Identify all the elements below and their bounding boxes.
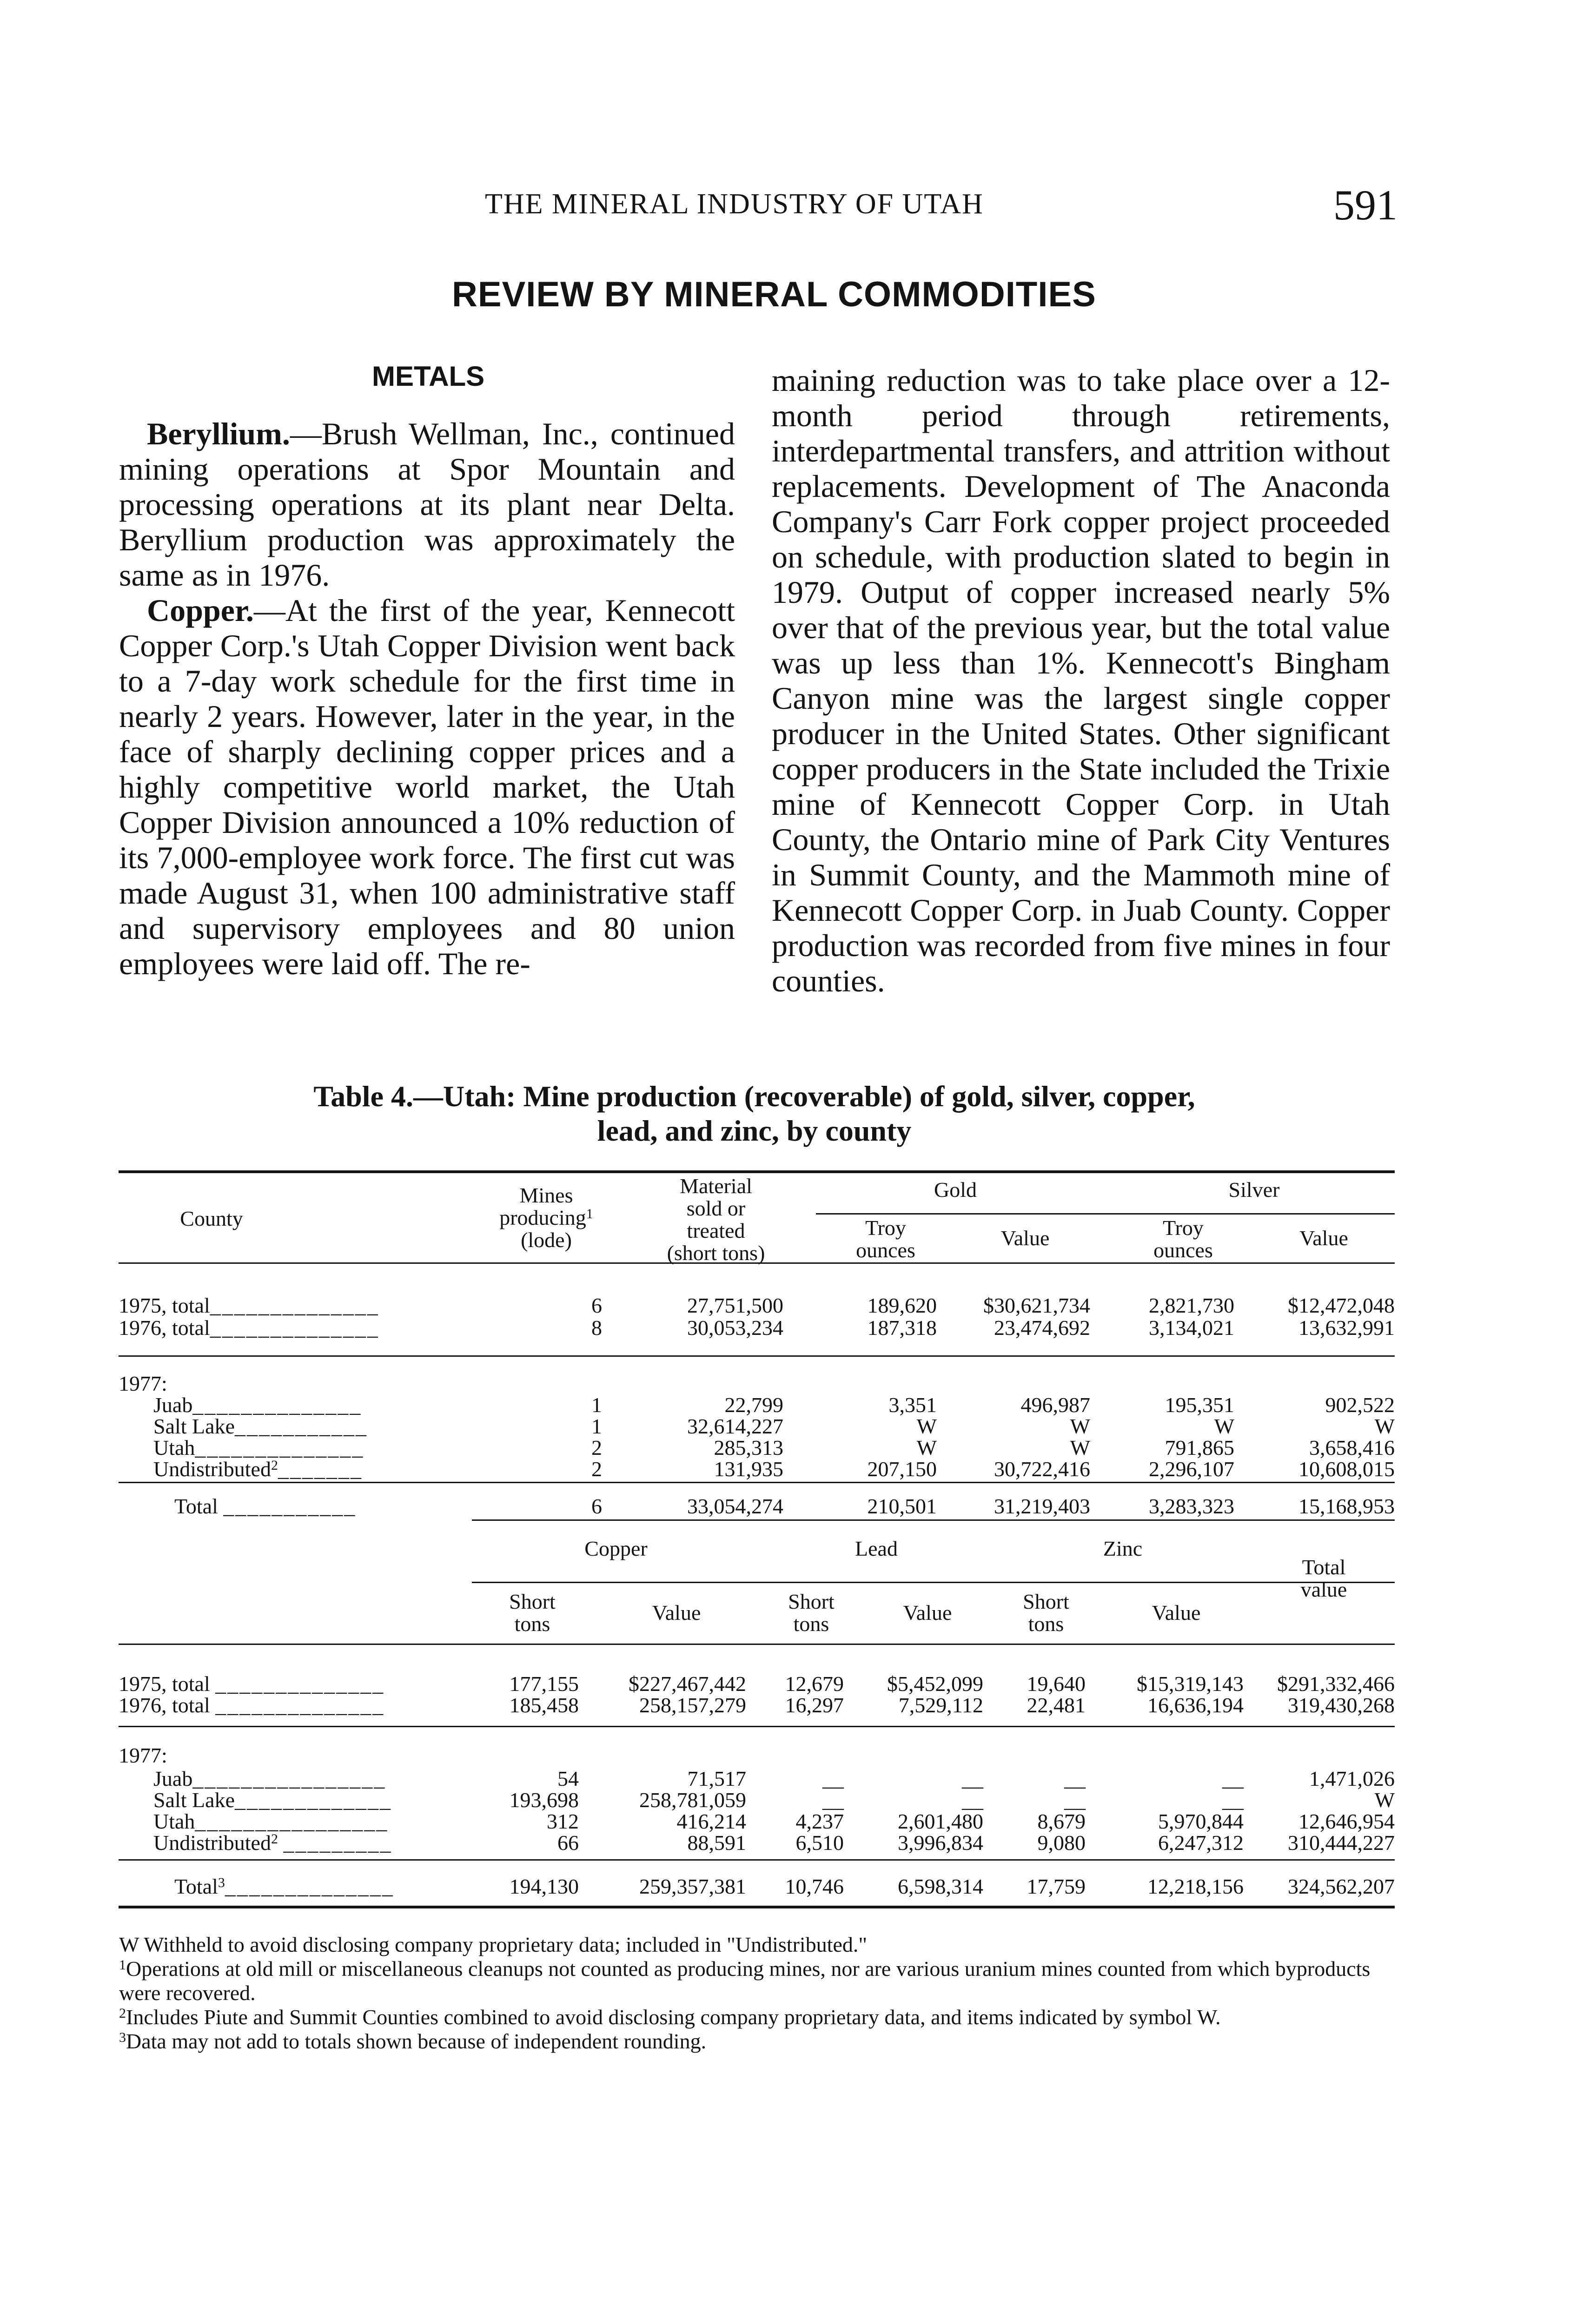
row-lead-tons: 6,510 [795, 1831, 844, 1855]
row-material: 285,313 [714, 1436, 783, 1459]
header-total-value-line2: value [1300, 1578, 1347, 1601]
row-county: Total ___________ [174, 1494, 357, 1518]
row-gold-oz: 210,501 [867, 1494, 937, 1518]
footnote-2: $^2$Includes Piute and Summit Counties combined to avoid disclosing company proprietary data, and items indicated by symbol W. [119, 2005, 1221, 2029]
rule-after-lower-1976 [119, 1726, 1395, 1727]
row-county: Undistributed$^2$_______ [153, 1457, 363, 1481]
row-silver-oz: 2,821,730 [1149, 1294, 1234, 1317]
row-county: Utah______________ [153, 1436, 364, 1459]
header-copper-tons-line2: tons [514, 1612, 550, 1636]
row-mines: 1 [591, 1414, 602, 1438]
header-mines-line2 [472, 1207, 621, 1229]
row-zinc-value: 6,247,312 [1158, 1831, 1244, 1855]
table-footnotes [119, 1933, 1395, 2053]
row-copper-value: 258,781,059 [639, 1788, 746, 1812]
row-mines: 6 [591, 1294, 602, 1317]
row-silver-value: 10,608,015 [1298, 1457, 1395, 1481]
row-silver-oz: 3,283,323 [1149, 1494, 1234, 1518]
row-zinc-value: __ [1222, 1767, 1244, 1790]
production-table [119, 1170, 1395, 1928]
running-title: THE MINERAL INDUSTRY OF UTAH [485, 188, 984, 220]
row-material: 32,614,227 [687, 1414, 783, 1438]
row-copper-tons: 177,155 [509, 1672, 579, 1696]
header-mines-producing: producing [499, 1206, 586, 1229]
row-county: 1976, total ______________ [119, 1693, 385, 1717]
header-zinc-value: Value [1152, 1601, 1201, 1624]
header-copper-tons [472, 1591, 593, 1635]
row-county: 1975, total______________ [119, 1294, 379, 1317]
header-mines-footnote-mark: 1 [586, 1206, 593, 1221]
header-gold-value: Value [1000, 1226, 1050, 1250]
footnote-2-mark: 2 [119, 2006, 126, 2021]
row-zinc-tons: 9,080 [1037, 1831, 1086, 1855]
header-copper-tons-line1: Short [509, 1590, 556, 1613]
row-county: Undistributed$^2$ _________ [153, 1831, 392, 1855]
row-gold-value: W [1070, 1414, 1090, 1438]
row-zinc-tons: __ [1064, 1788, 1086, 1812]
row-silver-value: 15,168,953 [1298, 1494, 1395, 1518]
row-lead-value: $5,452,099 [887, 1672, 983, 1696]
footnote-1-mark: 1 [119, 1957, 126, 1973]
row-copper-tons: 194,130 [509, 1875, 579, 1898]
row-silver-value: 902,522 [1325, 1393, 1395, 1417]
row-total-value: $291,332,466 [1277, 1672, 1395, 1696]
row-county: Salt Lake_____________ [153, 1788, 392, 1812]
left-column [119, 416, 735, 981]
row-county: 1976, total______________ [119, 1316, 379, 1340]
row-zinc-tons: __ [1064, 1767, 1086, 1790]
header-material-line3: treated [687, 1219, 745, 1242]
row-gold-oz: 3,351 [888, 1393, 937, 1417]
header-zinc-tons-line2: tons [1028, 1612, 1064, 1636]
row-county: Total$^3$______________ [174, 1875, 394, 1898]
row-lead-value: __ [962, 1788, 983, 1812]
year-label-upper: 1977: [119, 1372, 167, 1395]
row-mines: 8 [591, 1316, 602, 1340]
row-zinc-tons: 19,640 [1027, 1672, 1086, 1696]
row-zinc-value: 16,636,194 [1147, 1693, 1244, 1717]
header-lead-tons-line2: tons [793, 1612, 829, 1636]
table-caption [112, 1079, 1397, 1148]
row-copper-value: 416,214 [676, 1809, 746, 1833]
page-number: 591 [1333, 181, 1398, 229]
row-material: 30,053,234 [687, 1316, 783, 1340]
table-top-rule [119, 1170, 1395, 1173]
row-zinc-tons: 8,679 [1037, 1809, 1086, 1833]
year-label-lower: 1977: [119, 1743, 167, 1767]
row-mines: 1 [591, 1393, 602, 1417]
header-total-value-line1: Total [1302, 1555, 1346, 1579]
row-total-value: 1,471,026 [1309, 1767, 1395, 1790]
header-gold-troy-line1: Troy [865, 1216, 906, 1240]
header-lead-tons-line1: Short [788, 1590, 835, 1613]
lower-header-bottom-rule [119, 1644, 1395, 1645]
row-silver-oz: 195,351 [1165, 1393, 1234, 1417]
footnote-1: $^1$Operations at old mill or miscellaneous cleanups not counted as producing mines, nor are various uranium mines counted from which byproducts were recovered. [119, 1957, 1371, 2005]
header-silver: Silver [1228, 1178, 1280, 1202]
row-lead-tons: 4,237 [795, 1809, 844, 1833]
row-mines: 2 [591, 1457, 602, 1481]
header-gold-troy [816, 1217, 955, 1261]
row-silver-value: W [1374, 1414, 1395, 1438]
table-caption-line1: Table 4.—Utah: Mine production (recoverable) of gold, silver, copper, [313, 1080, 1195, 1113]
row-material: 131,935 [714, 1457, 783, 1481]
footnote-w: W Withheld to avoid disclosing company proprietary data; included in "Undistributed." [119, 1933, 868, 1956]
row-total-value: 319,430,268 [1288, 1693, 1395, 1717]
beryllium-run-in-head: Beryllium. [147, 416, 290, 451]
row-zinc-value: $15,319,143 [1137, 1672, 1244, 1696]
row-material: 27,751,500 [687, 1294, 783, 1317]
row-lead-tons: 16,297 [785, 1693, 844, 1717]
beryllium-paragraph [119, 416, 735, 593]
row-zinc-value: 12,218,156 [1147, 1875, 1244, 1898]
row-copper-tons: 66 [557, 1831, 579, 1855]
row-gold-value: 496,987 [1020, 1393, 1090, 1417]
row-silver-value: 13,632,991 [1298, 1316, 1395, 1340]
header-material-line1: Material [680, 1174, 752, 1198]
row-silver-oz: 3,134,021 [1149, 1316, 1234, 1340]
header-zinc-tons-line1: Short [1023, 1590, 1069, 1613]
row-lead-tons: 10,746 [785, 1875, 844, 1898]
row-copper-value: 71,517 [687, 1767, 746, 1790]
subsection-title: METALS [372, 361, 485, 392]
row-copper-tons: 312 [547, 1809, 579, 1833]
row-gold-value: W [1070, 1436, 1090, 1459]
row-gold-oz: W [916, 1436, 937, 1459]
row-copper-value: 258,157,279 [639, 1693, 746, 1717]
row-lead-value: 2,601,480 [898, 1809, 983, 1833]
row-total-value: 324,562,207 [1288, 1875, 1395, 1898]
header-copper-value: Value [652, 1601, 701, 1624]
header-copper: Copper [584, 1537, 648, 1560]
header-zinc-tons [993, 1591, 1099, 1635]
header-county: County [180, 1207, 243, 1230]
row-lead-tons: 12,679 [785, 1672, 844, 1696]
header-gold: Gold [934, 1178, 977, 1202]
row-silver-oz: 2,296,107 [1149, 1457, 1234, 1481]
row-copper-tons: 54 [557, 1767, 579, 1790]
row-total-value: W [1374, 1788, 1395, 1812]
header-material-line2: sold or [686, 1196, 746, 1220]
row-mines: 2 [591, 1436, 602, 1459]
copper-paragraph [119, 593, 735, 981]
row-total-value: 310,444,227 [1288, 1831, 1395, 1855]
row-lead-value: 6,598,314 [898, 1875, 983, 1898]
row-copper-value: $227,467,442 [629, 1672, 746, 1696]
row-gold-value: 23,474,692 [994, 1316, 1090, 1340]
row-silver-oz: 791,865 [1165, 1436, 1234, 1459]
header-silver-troy-line2: ounces [1153, 1238, 1213, 1262]
header-zinc: Zinc [1103, 1537, 1143, 1560]
header-material-line4: (short tons) [667, 1241, 765, 1265]
row-zinc-tons: 22,481 [1027, 1693, 1086, 1717]
footnote-3: $^3$Data may not add to totals shown because of independent rounding. [119, 2029, 707, 2053]
row-copper-value: 259,357,381 [639, 1875, 746, 1898]
gold-silver-span-rule [816, 1213, 1395, 1215]
row-lead-tons: __ [822, 1767, 844, 1790]
row-gold-value: 30,722,416 [994, 1457, 1090, 1481]
header-gold-troy-line2: ounces [856, 1238, 915, 1262]
row-gold-oz: 187,318 [867, 1316, 937, 1340]
row-zinc-tons: 17,759 [1027, 1875, 1086, 1898]
row-gold-oz: 189,620 [867, 1294, 937, 1317]
row-gold-oz: W [916, 1414, 937, 1438]
header-silver-troy [1113, 1217, 1253, 1261]
row-silver-value: $12,472,048 [1288, 1294, 1395, 1317]
copper-paragraph-continued: maining reduction was to take place over a 12-month period through retirements, interdepartmental transfers, and attrition without replacements. Development of The Anaconda Company's Carr Fork copper project proceeded on schedule, with production slated to begin in 1979. Output of copper increased nearly 5% over that of the previous year, but the total value was up less than 1%. Kennecott's Bingham Canyon mine was the largest single copper producer in the United States. Other significant copper producers in the State included the Trixie mine of Kennecott Copper Corp. in Utah County, the Ontario mine of Park City Ventures in Summit County, and the Mammoth mine of Kennecott Copper Corp. in Juab County. Copper production was recorded from five mines in four counties. [772, 363, 1390, 998]
header-silver-troy-line1: Troy [1163, 1216, 1204, 1240]
header-silver-value: Value [1299, 1226, 1348, 1250]
right-column [772, 363, 1390, 998]
row-county: Juab________________ [153, 1767, 386, 1790]
row-lead-value: __ [962, 1767, 983, 1790]
header-material [635, 1175, 797, 1264]
row-total-value: 12,646,954 [1298, 1809, 1395, 1833]
footnote-3-mark: 3 [119, 2030, 126, 2045]
header-total-value [1253, 1556, 1395, 1601]
row-county: Salt Lake___________ [153, 1414, 368, 1438]
header-mines-line1: Mines [519, 1183, 573, 1207]
row-material: 33,054,274 [687, 1494, 783, 1518]
row-copper-value: 88,591 [687, 1831, 746, 1855]
row-gold-value: $30,621,734 [983, 1294, 1090, 1317]
row-copper-tons: 193,698 [509, 1788, 579, 1812]
header-mines [472, 1184, 621, 1251]
copper-run-in-head: Copper. [147, 593, 254, 628]
row-material: 22,799 [724, 1393, 783, 1417]
row-lead-value: 3,996,834 [898, 1831, 983, 1855]
row-copper-tons: 185,458 [509, 1693, 579, 1717]
header-lead-value: Value [903, 1601, 952, 1624]
lower-header-top-rule [472, 1519, 1395, 1521]
header-lead: Lead [855, 1537, 898, 1560]
section-title: REVIEW BY MINERAL COMMODITIES [452, 275, 1096, 314]
row-gold-value: 31,219,403 [994, 1494, 1090, 1518]
row-county: 1975, total ______________ [119, 1672, 385, 1696]
row-county: Utah________________ [153, 1809, 389, 1833]
row-silver-oz: W [1214, 1414, 1234, 1438]
rule-after-1976 [119, 1355, 1395, 1357]
row-zinc-value: __ [1222, 1788, 1244, 1812]
beryllium-text: —Brush Wellman, Inc., continued mining operations at Spor Mountain and processing operations at its plant near Delta. Beryllium production was approximately the same as in 1976. [119, 416, 735, 593]
rule-after-lower-undistributed [119, 1859, 1395, 1861]
table-caption-line2: lead, and zinc, by county [597, 1114, 912, 1147]
header-mines-line3: (lode) [521, 1228, 572, 1252]
row-zinc-value: 5,970,844 [1158, 1809, 1244, 1833]
row-gold-oz: 207,150 [867, 1457, 937, 1481]
row-mines: 6 [591, 1494, 602, 1518]
copper-text: —At the first of the year, Kennecott Copper Corp.'s Utah Copper Division went back to a 7-day work schedule for the first time in nearly 2 years. However, later in the year, in the face of sharply declining copper prices and a highly competitive world market, the Utah Copper Division announced a 10% reduction of its 7,000-employee work force. The first cut was made August 31, when 100 administrative staff and supervisory employees and 80 union employees were laid off. The re- [119, 593, 735, 981]
header-lead-tons [760, 1591, 862, 1635]
rule-after-undistributed [119, 1482, 1395, 1483]
row-lead-value: 7,529,112 [898, 1693, 983, 1717]
table-bottom-rule [119, 1906, 1395, 1908]
row-silver-value: 3,658,416 [1309, 1436, 1395, 1459]
row-lead-tons: __ [822, 1788, 844, 1812]
row-county: Juab______________ [153, 1393, 362, 1417]
